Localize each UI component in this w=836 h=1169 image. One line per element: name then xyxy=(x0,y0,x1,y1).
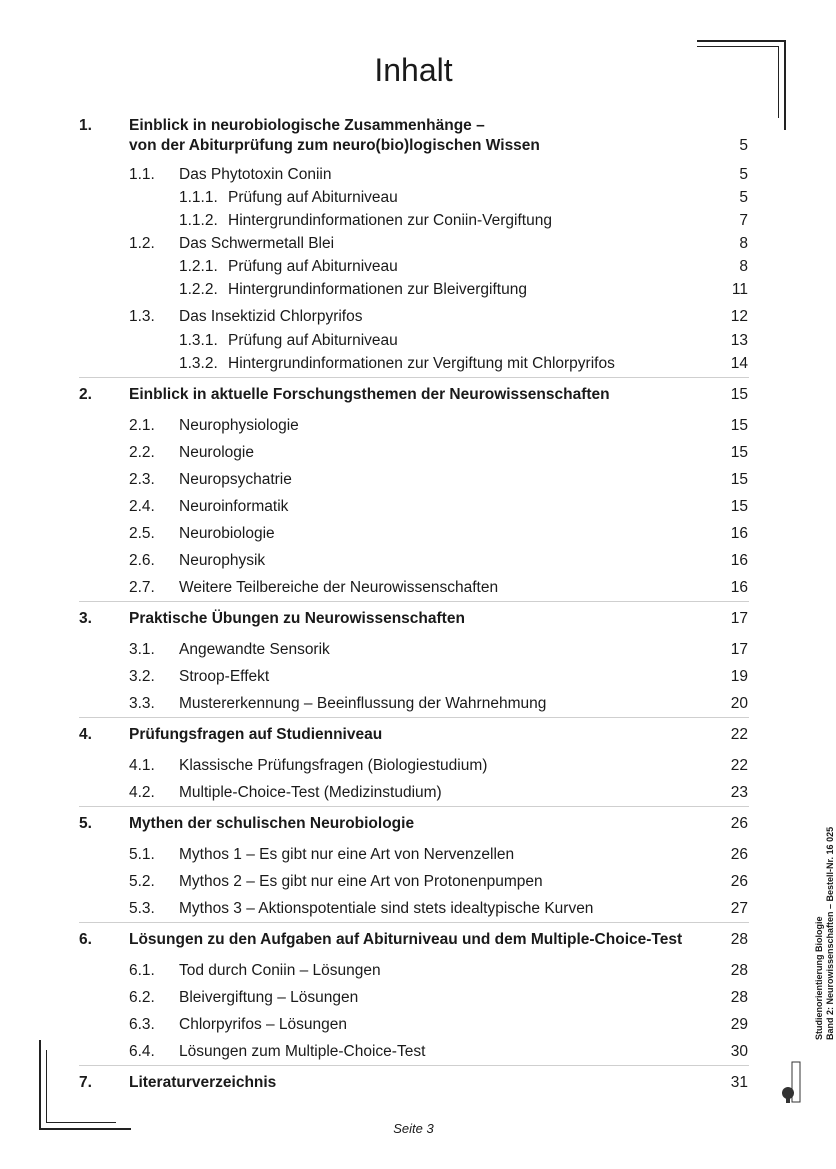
toc-number: 1.3. xyxy=(129,308,155,325)
toc-page-number: 26 xyxy=(730,846,748,863)
toc-page-number: 16 xyxy=(730,552,748,569)
toc-title: Neuropsychatrie xyxy=(179,471,292,488)
toc-number: 1.1. xyxy=(129,166,155,183)
toc-subsection xyxy=(0,354,827,374)
toc-title: Prüfung auf Abiturniveau xyxy=(228,189,398,206)
toc-title: Mythen der schulischen Neurobiologie xyxy=(129,815,415,832)
toc-number: 5.3. xyxy=(129,900,155,917)
toc-section xyxy=(0,694,827,714)
toc-number: 6.4. xyxy=(129,1043,155,1060)
toc-chapter xyxy=(0,1073,827,1093)
toc-title: Mythos 3 – Aktionspotentiale sind stets idealtypische Kurven xyxy=(179,900,594,917)
section-separator xyxy=(79,717,749,718)
toc-title: Chlorpyrifos – Lösungen xyxy=(179,1016,348,1033)
toc-subsection xyxy=(0,188,827,208)
toc-title: Mythos 2 – Es gibt nur eine Art von Protonenpumpen xyxy=(179,873,543,890)
toc-title: Lösungen zu den Aufgaben auf Abiturniveau und dem Multiple-Choice-Test xyxy=(129,931,683,948)
toc-title: Mustererkennung – Beeinflussung der Wahrnehmung xyxy=(179,695,547,712)
toc-section xyxy=(0,640,827,660)
toc-number: 6.2. xyxy=(129,989,155,1006)
side-label-series: Studienorientierung Biologie xyxy=(814,916,824,1040)
toc-number: 1. xyxy=(79,117,92,134)
toc-section xyxy=(0,443,827,463)
toc-number: 2.7. xyxy=(129,579,155,596)
toc-section xyxy=(0,470,827,490)
toc-chapter xyxy=(0,725,827,745)
toc-page-number: 15 xyxy=(730,417,748,434)
toc-section xyxy=(0,667,827,687)
toc-page-number: 14 xyxy=(730,355,748,372)
toc-chapter xyxy=(0,116,827,154)
section-separator xyxy=(79,922,749,923)
toc-chapter xyxy=(0,930,827,950)
section-separator xyxy=(79,377,749,378)
toc-page-number: 16 xyxy=(730,579,748,596)
toc-section xyxy=(0,578,827,598)
toc-title: Neurophysik xyxy=(179,552,266,569)
toc-title: Angewandte Sensorik xyxy=(179,641,330,658)
toc-number: 2.1. xyxy=(129,417,155,434)
toc-number: 1.2. xyxy=(129,235,155,252)
toc-section xyxy=(0,872,827,892)
toc-title: Das Schwermetall Blei xyxy=(179,235,335,252)
toc-title: Klassische Prüfungsfragen (Biologiestudium) xyxy=(179,757,488,774)
toc-section xyxy=(0,307,827,327)
publisher-logo-icon xyxy=(780,1060,802,1104)
toc-chapter xyxy=(0,609,827,629)
toc-page-number: 8 xyxy=(739,258,748,275)
toc-title: Einblick in neurobiologische Zusammenhänge – xyxy=(129,117,485,134)
page-title: Inhalt xyxy=(374,52,453,88)
toc-page-number: 16 xyxy=(730,525,748,542)
toc-subsection xyxy=(0,257,827,277)
toc-number: 3.3. xyxy=(129,695,155,712)
toc-title: Einblick in aktuelle Forschungsthemen der Neurowissenschaften xyxy=(129,386,610,403)
toc-page-number: 26 xyxy=(730,815,748,832)
toc-number: 1.2.1. xyxy=(179,258,218,275)
toc-number: 7. xyxy=(79,1074,92,1091)
toc-page-number: 5 xyxy=(739,137,748,154)
toc-page-number: 26 xyxy=(730,873,748,890)
toc-page-number: 15 xyxy=(730,498,748,515)
toc-page-number: 22 xyxy=(730,726,748,743)
toc-page-number: 27 xyxy=(730,900,748,917)
toc-page-number: 23 xyxy=(730,784,748,801)
toc-number: 3. xyxy=(79,610,92,627)
toc-section xyxy=(0,756,827,776)
toc-number: 4.1. xyxy=(129,757,155,774)
toc-page-number: 17 xyxy=(730,641,748,658)
toc-title: Hintergrundinformationen zur Coniin-Vergiftung xyxy=(228,212,552,229)
toc-number: 1.3.2. xyxy=(179,355,218,372)
toc-page-number: 22 xyxy=(730,757,748,774)
toc-page-number: 17 xyxy=(730,610,748,627)
toc-title: Literaturverzeichnis xyxy=(129,1074,277,1091)
toc-title: Neurophysiologie xyxy=(179,417,299,434)
toc-number: 2.3. xyxy=(129,471,155,488)
toc-number: 1.1.1. xyxy=(179,189,218,206)
toc-page-number: 28 xyxy=(730,989,748,1006)
toc-number: 1.2.2. xyxy=(179,281,218,298)
toc-title: Das Phytotoxin Coniin xyxy=(179,166,332,183)
toc-number: 2.5. xyxy=(129,525,155,542)
toc-title: Lösungen zum Multiple-Choice-Test xyxy=(179,1043,426,1060)
toc-number: 4. xyxy=(79,726,92,743)
toc-page-number: 13 xyxy=(730,332,748,349)
toc-number: 1.1.2. xyxy=(179,212,218,229)
toc-title: Hintergrundinformationen zur Bleivergiftung xyxy=(228,281,527,298)
section-separator xyxy=(79,1065,749,1066)
toc-number: 3.1. xyxy=(129,641,155,658)
publisher-side-label xyxy=(814,790,836,1040)
toc-number: 1.3.1. xyxy=(179,332,218,349)
toc-subsection xyxy=(0,211,827,231)
toc-number: 5.2. xyxy=(129,873,155,890)
toc-page-number: 11 xyxy=(731,281,748,298)
toc-title: Tod durch Coniin – Lösungen xyxy=(179,962,381,979)
toc-title: Stroop-Effekt xyxy=(179,668,270,685)
toc-page-number: 12 xyxy=(730,308,748,325)
toc-section xyxy=(0,988,827,1008)
toc-page-number: 15 xyxy=(730,386,748,403)
section-separator xyxy=(79,601,749,602)
toc-title: Prüfung auf Abiturniveau xyxy=(228,258,398,275)
toc-section xyxy=(0,1042,827,1062)
toc-title: Das Insektizid Chlorpyrifos xyxy=(179,308,363,325)
toc-section xyxy=(0,551,827,571)
toc-section xyxy=(0,234,827,254)
toc-section xyxy=(0,524,827,544)
toc-title: Bleivergiftung – Lösungen xyxy=(179,989,359,1006)
toc-title: Neurologie xyxy=(179,444,254,461)
toc-number: 2.2. xyxy=(129,444,155,461)
toc-number: 2. xyxy=(79,386,92,403)
toc-page-number: 15 xyxy=(730,444,748,461)
toc-page-number: 19 xyxy=(730,668,748,685)
toc-chapter xyxy=(0,814,827,834)
toc-number: 3.2. xyxy=(129,668,155,685)
toc-title: Prüfungsfragen auf Studienniveau xyxy=(129,726,383,743)
toc-number: 4.2. xyxy=(129,784,155,801)
toc-page-number: 5 xyxy=(739,189,748,206)
toc-page-number: 30 xyxy=(730,1043,748,1060)
toc-title: Neuroinformatik xyxy=(179,498,289,515)
toc-subsection xyxy=(0,280,827,300)
toc-title-continued: von der Abiturprüfung zum neuro(bio)logischen Wissen xyxy=(129,137,540,154)
side-label-volume: Band 2: Neurowissenschaften – Bestell-Nr. 16 025 xyxy=(825,826,835,1040)
toc-title: Multiple-Choice-Test (Medizinstudium) xyxy=(179,784,442,801)
toc-number: 2.4. xyxy=(129,498,155,515)
toc-section xyxy=(0,899,827,919)
toc-section xyxy=(0,783,827,803)
toc-page-number: 8 xyxy=(739,235,748,252)
section-separator xyxy=(79,806,749,807)
toc-title: Weitere Teilbereiche der Neurowissenschaften xyxy=(179,579,499,596)
toc-number: 6.1. xyxy=(129,962,155,979)
toc-page-number: 15 xyxy=(730,471,748,488)
toc-page-number: 29 xyxy=(730,1016,748,1033)
toc-title: Mythos 1 – Es gibt nur eine Art von Nervenzellen xyxy=(179,846,515,863)
toc-section xyxy=(0,961,827,981)
toc-number: 5.1. xyxy=(129,846,155,863)
toc-page-number: 31 xyxy=(730,1074,748,1091)
toc-section xyxy=(0,1015,827,1035)
toc-page-number: 28 xyxy=(730,931,748,948)
toc-page-number: 20 xyxy=(730,695,748,712)
toc-title: Neurobiologie xyxy=(179,525,275,542)
toc-page-number: 28 xyxy=(730,962,748,979)
toc-page-number: 5 xyxy=(739,166,748,183)
toc-number: 2.6. xyxy=(129,552,155,569)
toc-number: 6.3. xyxy=(129,1016,155,1033)
toc-section xyxy=(0,416,827,436)
toc-section xyxy=(0,845,827,865)
toc-section xyxy=(0,497,827,517)
toc-title: Praktische Übungen zu Neurowissenschaften xyxy=(129,610,465,627)
toc-subsection xyxy=(0,331,827,351)
toc-page-number: 7 xyxy=(739,212,748,229)
page-number: Seite 3 xyxy=(393,1121,434,1136)
toc-title: Prüfung auf Abiturniveau xyxy=(228,332,398,349)
toc-section xyxy=(0,165,827,185)
toc-chapter xyxy=(0,385,827,405)
toc-number: 5. xyxy=(79,815,92,832)
toc-number: 6. xyxy=(79,931,92,948)
toc-title: Hintergrundinformationen zur Vergiftung mit Chlorpyrifos xyxy=(228,355,615,372)
